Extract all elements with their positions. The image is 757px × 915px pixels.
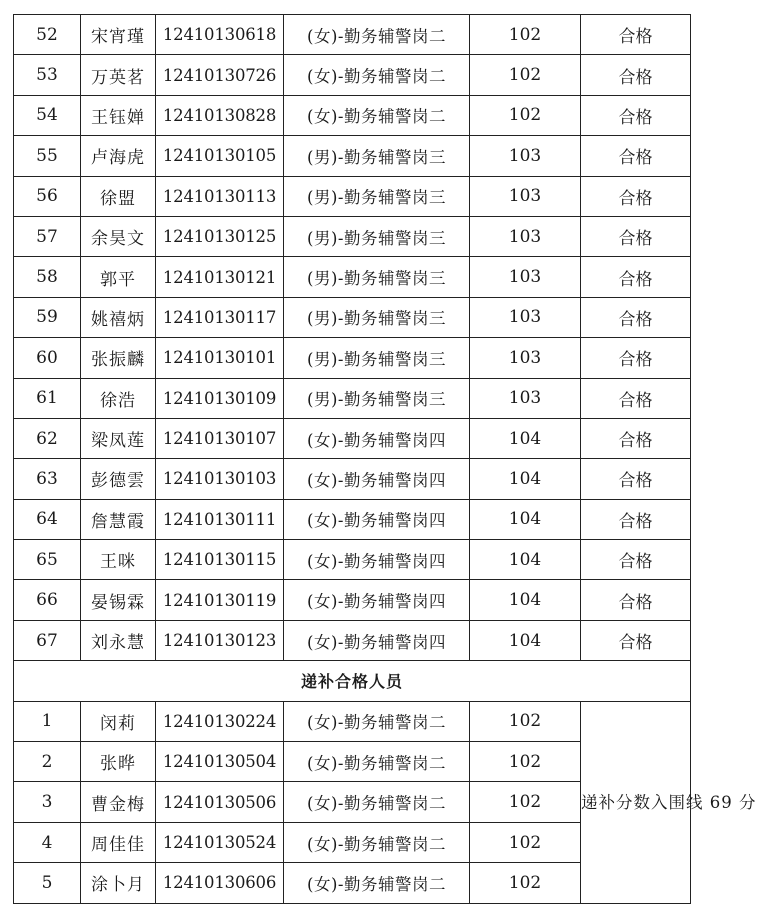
cell-exam-id: 12410130113: [156, 176, 284, 216]
cell-exam-id: 12410130115: [156, 540, 284, 580]
supplement-heading-row: [14, 661, 691, 701]
cell-exam-id: 12410130726: [156, 55, 284, 95]
cell-position-code: 104: [470, 620, 581, 660]
cell-name: 余昊文: [81, 216, 156, 256]
cell-position-code: 102: [470, 701, 581, 741]
table-row: [14, 257, 691, 297]
table-row: [14, 297, 691, 337]
cell-result: 合格: [581, 95, 691, 135]
cell-position: (男)-勤务辅警岗三: [284, 136, 470, 176]
cell-position-code: 103: [470, 297, 581, 337]
cell-exam-id: 12410130121: [156, 257, 284, 297]
cell-name: 詹慧霞: [81, 499, 156, 539]
cell-exam-id: 12410130123: [156, 620, 284, 660]
cell-position: (女)-勤务辅警岗二: [284, 95, 470, 135]
cell-number: 1: [14, 701, 81, 741]
cell-result: 合格: [581, 338, 691, 378]
cell-position: (女)-勤务辅警岗二: [284, 742, 470, 782]
cell-position-code: 104: [470, 540, 581, 580]
cell-exam-id: 12410130524: [156, 822, 284, 862]
cell-number: 54: [14, 95, 81, 135]
cell-position-code: 104: [470, 499, 581, 539]
cell-exam-id: 12410130111: [156, 499, 284, 539]
cell-position-code: 102: [470, 95, 581, 135]
results-table-body: [14, 15, 757, 904]
cell-exam-id: 12410130101: [156, 338, 284, 378]
cell-name: 郭平: [81, 257, 156, 297]
cell-number: 53: [14, 55, 81, 95]
cell-exam-id: 12410130224: [156, 701, 284, 741]
cell-position-code: 103: [470, 216, 581, 256]
cell-position-code: 102: [470, 15, 581, 55]
cell-number: 62: [14, 418, 81, 458]
cell-exam-id: 12410130828: [156, 95, 284, 135]
cell-number: 52: [14, 15, 81, 55]
cell-position: (女)-勤务辅警岗四: [284, 580, 470, 620]
cell-number: 60: [14, 338, 81, 378]
cell-number: 3: [14, 782, 81, 822]
table-row: [14, 580, 691, 620]
cell-name: 万英茗: [81, 55, 156, 95]
cell-exam-id: 12410130504: [156, 742, 284, 782]
cell-position: (女)-勤务辅警岗二: [284, 822, 470, 862]
cell-number: 2: [14, 742, 81, 782]
cell-number: 58: [14, 257, 81, 297]
cell-result: 合格: [581, 499, 691, 539]
cell-name: 张振麟: [81, 338, 156, 378]
cell-position: (男)-勤务辅警岗三: [284, 216, 470, 256]
cell-name: 晏锡霖: [81, 580, 156, 620]
table-row: [14, 540, 691, 580]
cell-name: 彭德雲: [81, 459, 156, 499]
cell-position-code: 102: [470, 822, 581, 862]
cell-position: (男)-勤务辅警岗三: [284, 297, 470, 337]
table-row: [14, 55, 691, 95]
cell-name: 闵莉: [81, 701, 156, 741]
cell-exam-id: 12410130103: [156, 459, 284, 499]
table-row: [14, 338, 691, 378]
cell-number: 63: [14, 459, 81, 499]
cell-result: 合格: [581, 378, 691, 418]
cell-result: 合格: [581, 297, 691, 337]
cell-exam-id: 12410130125: [156, 216, 284, 256]
table-row: [14, 620, 691, 660]
cell-number: 5: [14, 863, 81, 903]
cell-name: 张晔: [81, 742, 156, 782]
supplement-heading: 递补合格人员: [14, 661, 691, 701]
cell-name: 宋宵瑾: [81, 15, 156, 55]
cell-number: 66: [14, 580, 81, 620]
cell-number: 55: [14, 136, 81, 176]
cell-result: 合格: [581, 580, 691, 620]
cell-number: 64: [14, 499, 81, 539]
cell-position-code: 102: [470, 55, 581, 95]
cell-position-code: 103: [470, 136, 581, 176]
cell-position-code: 102: [470, 782, 581, 822]
table-row: [14, 499, 691, 539]
cell-result: 合格: [581, 418, 691, 458]
cell-position: (女)-勤务辅警岗二: [284, 782, 470, 822]
cell-position-code: 102: [470, 863, 581, 903]
cell-position: (女)-勤务辅警岗四: [284, 459, 470, 499]
cell-result: 合格: [581, 136, 691, 176]
cell-result: 合格: [581, 620, 691, 660]
cell-position-code: 104: [470, 580, 581, 620]
supplement-note: 递补分数入围线 69 分: [581, 701, 691, 903]
cell-position: (女)-勤务辅警岗四: [284, 620, 470, 660]
cell-exam-id: 12410130117: [156, 297, 284, 337]
cell-result: 合格: [581, 216, 691, 256]
cell-position-code: 104: [470, 418, 581, 458]
cell-result: 合格: [581, 15, 691, 55]
cell-position-code: 102: [470, 742, 581, 782]
cell-name: 卢海虎: [81, 136, 156, 176]
cell-position: (女)-勤务辅警岗二: [284, 701, 470, 741]
cell-exam-id: 12410130109: [156, 378, 284, 418]
table-row: [14, 378, 691, 418]
table-row: [14, 136, 691, 176]
cell-result: 合格: [581, 459, 691, 499]
table-row: [14, 95, 691, 135]
cell-position-code: 103: [470, 257, 581, 297]
cell-number: 4: [14, 822, 81, 862]
cell-number: 57: [14, 216, 81, 256]
table-row: [14, 418, 691, 458]
cell-name: 周佳佳: [81, 822, 156, 862]
cell-position-code: 103: [470, 378, 581, 418]
cell-name: 徐浩: [81, 378, 156, 418]
cell-position-code: 103: [470, 338, 581, 378]
cell-number: 56: [14, 176, 81, 216]
cell-exam-id: 12410130606: [156, 863, 284, 903]
cell-position: (女)-勤务辅警岗二: [284, 55, 470, 95]
cell-position: (男)-勤务辅警岗三: [284, 176, 470, 216]
table-row: [14, 176, 691, 216]
results-table: [13, 14, 757, 904]
supplement-row: [14, 701, 691, 741]
cell-position: (女)-勤务辅警岗四: [284, 418, 470, 458]
cell-exam-id: 12410130107: [156, 418, 284, 458]
cell-name: 涂卜月: [81, 863, 156, 903]
cell-exam-id: 12410130506: [156, 782, 284, 822]
cell-result: 合格: [581, 55, 691, 95]
cell-position: (男)-勤务辅警岗三: [284, 338, 470, 378]
cell-name: 梁凤莲: [81, 418, 156, 458]
cell-position: (女)-勤务辅警岗四: [284, 540, 470, 580]
cell-number: 61: [14, 378, 81, 418]
cell-position: (女)-勤务辅警岗二: [284, 863, 470, 903]
cell-position: (男)-勤务辅警岗三: [284, 257, 470, 297]
cell-number: 59: [14, 297, 81, 337]
cell-position: (女)-勤务辅警岗二: [284, 15, 470, 55]
cell-name: 徐盟: [81, 176, 156, 216]
cell-position: (男)-勤务辅警岗三: [284, 378, 470, 418]
cell-name: 曹金梅: [81, 782, 156, 822]
cell-name: 王钰婵: [81, 95, 156, 135]
cell-name: 刘永慧: [81, 620, 156, 660]
table-row: [14, 15, 691, 55]
cell-exam-id: 12410130618: [156, 15, 284, 55]
cell-exam-id: 12410130119: [156, 580, 284, 620]
cell-exam-id: 12410130105: [156, 136, 284, 176]
cell-result: 合格: [581, 257, 691, 297]
cell-result: 合格: [581, 176, 691, 216]
cell-number: 65: [14, 540, 81, 580]
cell-number: 67: [14, 620, 81, 660]
table-row: [14, 459, 691, 499]
cell-position-code: 104: [470, 459, 581, 499]
table-row: [14, 216, 691, 256]
cell-name: 姚禧炳: [81, 297, 156, 337]
cell-position-code: 103: [470, 176, 581, 216]
cell-result: 合格: [581, 540, 691, 580]
cell-position: (女)-勤务辅警岗四: [284, 499, 470, 539]
cell-name: 王咪: [81, 540, 156, 580]
